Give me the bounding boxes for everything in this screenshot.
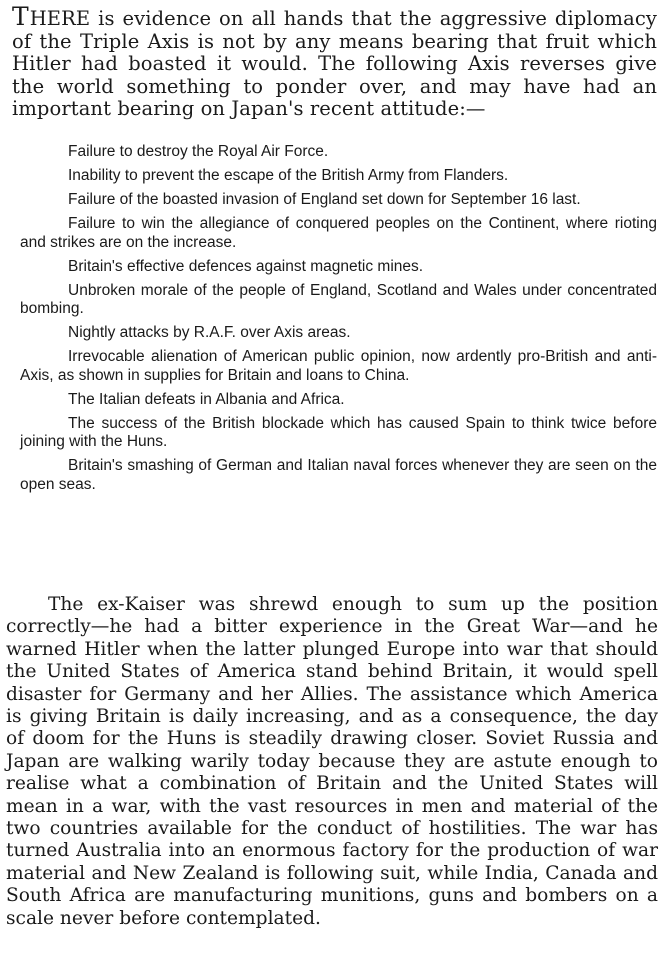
list-item: Britain's smashing of German and Italian naval forces whenever they are seen on the open seas. <box>20 457 657 493</box>
list-item: Failure to win the allegiance of conquered peoples on the Continent, where rioting and strikes are on the increase. <box>20 215 657 251</box>
intro-text: HERE is evidence on all hands that the aggressive diplomacy of the Triple Axis is not by any means bearing that fruit which Hitler had boasted it would. The following Axis reverses give the world something to ponder over, and may have had an important bearing on Japan's recent attitude:— <box>12 7 657 120</box>
list-item: Failure to destroy the Royal Air Force. <box>68 143 329 160</box>
intro-dropcap: T <box>12 2 30 31</box>
axis-reverses-list <box>20 143 657 500</box>
list-item: Nightly attacks by R.A.F. over Axis areas. <box>68 324 351 341</box>
list-item: Failure of the boasted invasion of England set down for September 16 last. <box>68 191 581 208</box>
intro-paragraph <box>12 2 657 121</box>
list-item: Unbroken morale of the people of England, Scotland and Wales under concentrated bombing. <box>20 281 657 317</box>
list-item: Irrevocable alienation of American public opinion, now ardently pro-British and anti-Axis, as shown in supplies for Britain and loans to China. <box>20 348 657 384</box>
list-item: The Italian defeats in Albania and Africa. <box>68 390 345 408</box>
list-item: The success of the British blockade which has caused Spain to think twice before joining with the Huns. <box>20 414 657 450</box>
closing-paragraph: The ex-Kaiser was shrewd enough to sum up the position correctly—he had a bitter experience in the Great War—and he warned Hitler when the latter plunged Europe into war that should the United States of America stand behind Britain, it would spell disaster for Germany and her Allies. The assistance which America is giving Britain is daily increasing, and as a consequence, the day of doom for the Huns is steadily drawing closer. Soviet Russia and Japan are walking warily today because they are astute enough to realise what a combination of Britain and the United States will mean in a war, with the vast resources in men and material of the two countries available for the conduct of hostilities. The war has turned Australia into an enormous factory for the production of war material and New Zealand is following suit, while India, Canada and South Africa are manufacturing munitions, guns and bombers on a scale never before contemplated. <box>6 594 658 929</box>
list-item: Inability to prevent the escape of the British Army from Flanders. <box>68 167 509 184</box>
list-item: Britain's effective defences against magnetic mines. <box>68 257 424 275</box>
